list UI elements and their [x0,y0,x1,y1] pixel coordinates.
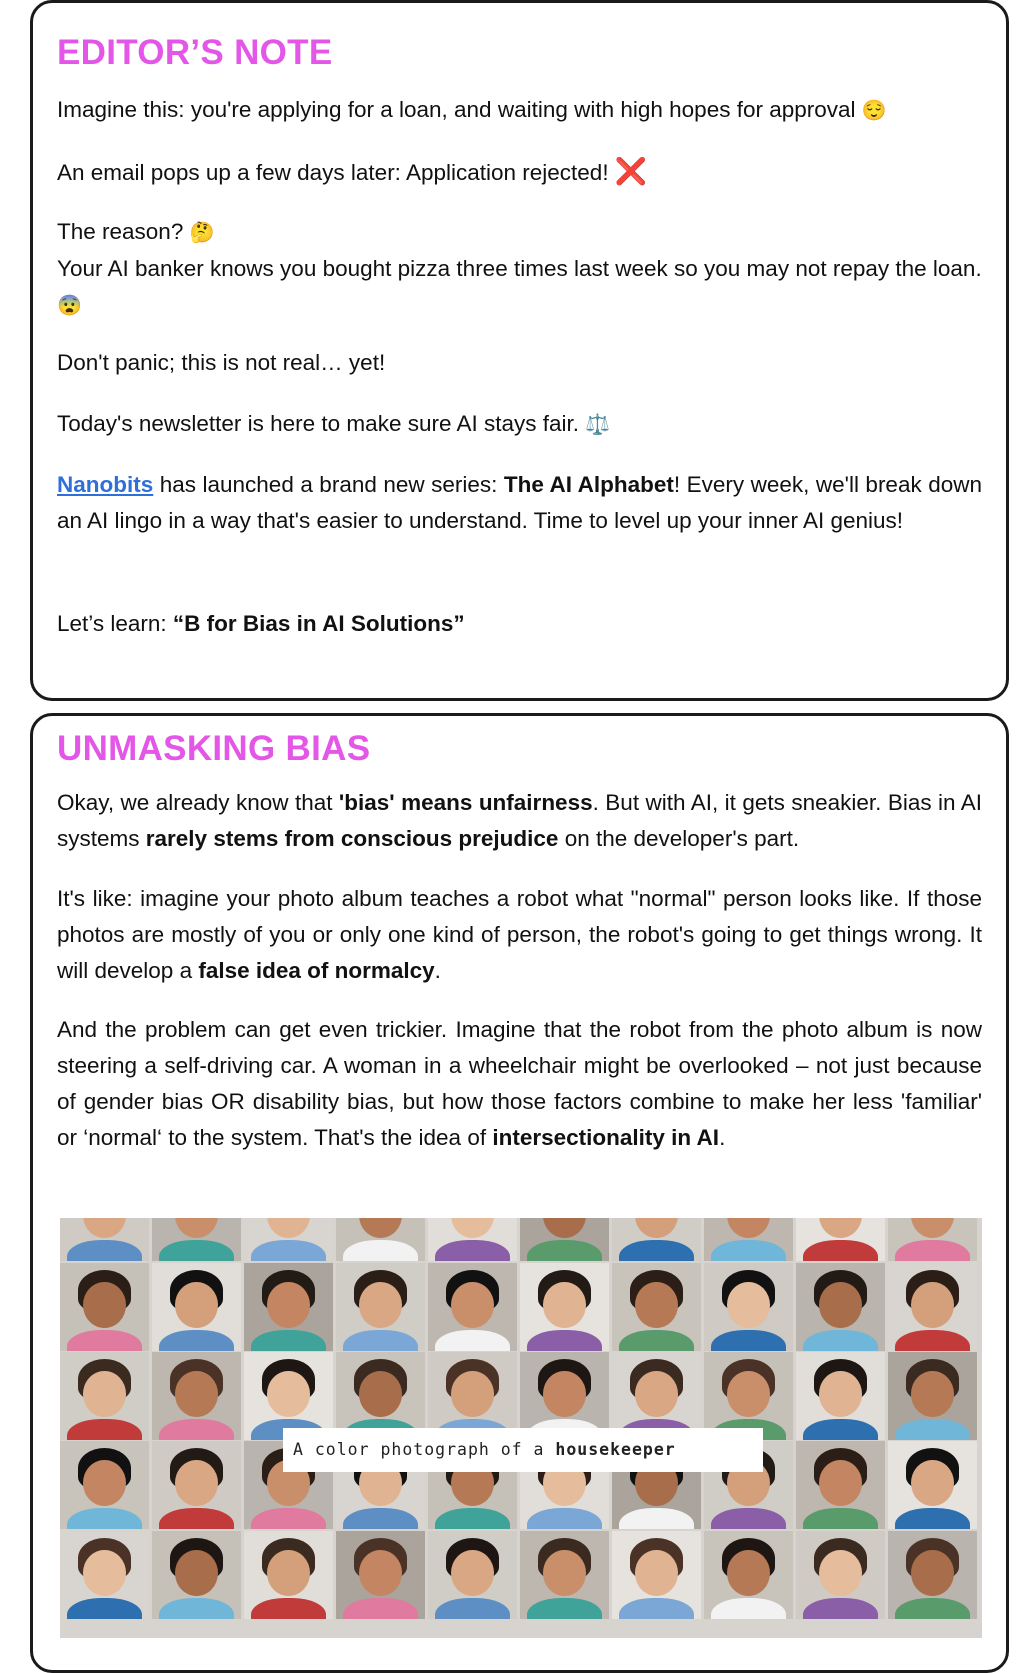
portrait-photo [612,1531,701,1619]
note-p5-text: Today's newsletter is here to make sure AI stays fair. [57,411,580,436]
portrait-photo [152,1218,241,1261]
portrait-photo [888,1352,977,1440]
thinking-face-icon: 🤔 [189,222,215,244]
portrait-photo [60,1218,149,1261]
note-paragraph-4: Don't panic; this is not real… yet! [57,350,386,375]
portrait-photo [520,1352,609,1440]
portrait-photo [796,1218,885,1261]
portrait-photo [60,1352,149,1440]
portrait-photo [888,1441,977,1529]
bias-p3-text-a: And the problem can get even trickier. Imagine that the robot from the photo album is now steering a self-driving car. A woman in a wheelchair might be overlooked – not just because of gender bias OR disability bias, but how those factors combine to make her less 'familiar' or ‘normal‘ to the system. That's the idea of [57,1017,982,1150]
unmasking-bias-title: UNMASKING BIAS [57,729,371,768]
portrait-photo [244,1218,333,1261]
portrait-photo [704,1263,793,1351]
cross-mark-icon: ❌ [614,156,648,186]
portrait-photo [152,1441,241,1529]
portrait-photo [152,1263,241,1351]
portrait-photo [244,1352,333,1440]
portrait-photo [612,1352,701,1440]
portrait-photo [336,1218,425,1261]
bias-p1-bold-2: rarely stems from conscious prejudice [145,826,559,851]
portrait-photo [428,1263,517,1351]
portrait-photo [796,1352,885,1440]
portrait-photo [336,1352,425,1440]
portrait-photo [612,1218,701,1261]
portrait-photo [244,1531,333,1619]
portrait-photo [888,1218,977,1261]
portrait-photo [428,1531,517,1619]
note-p3a-text: The reason? [57,219,184,244]
bias-p1-bold-1: 'bias' means unfairness [338,790,593,815]
note-p6-text-a: has launched a brand new series: [153,472,504,497]
fearful-face-icon: 😨 [57,295,82,317]
portrait-photo [244,1263,333,1351]
bias-p3-text-b: . [719,1125,726,1150]
portrait-photo [152,1352,241,1440]
photo-caption [283,1428,763,1472]
portrait-photo [520,1218,609,1261]
portrait-photo [888,1263,977,1351]
bias-paragraph-3 [57,1012,982,1156]
bias-p3-bold: intersectionality in AI [492,1125,720,1150]
portrait-photo [336,1531,425,1619]
bias-paragraph-2 [57,881,982,989]
nanobits-link[interactable]: Nanobits [57,472,154,497]
note-paragraph-2 [57,153,982,191]
portrait-photo [520,1531,609,1619]
portrait-photo [704,1218,793,1261]
portrait-photo [520,1263,609,1351]
portrait-photo [428,1352,517,1440]
note-p7-text: Let’s learn: [57,611,173,636]
portrait-photo [888,1531,977,1619]
bias-p1-text-c: on the developer's part. [558,826,800,851]
portrait-photo [704,1531,793,1619]
portrait-photo [796,1263,885,1351]
portrait-photo [704,1352,793,1440]
bias-p2-text-a: It's like: imagine your photo album teaches a robot what "normal" person looks like. If those photos are mostly of you or only one kind of person, the robot's going to get things wrong. It will develop a [57,886,982,983]
note-paragraph-1 [57,92,982,129]
note-p6-text-b: ! Every week, we'll break down an AI lingo in a way that's easier to understand. Time to level up your inner AI genius! [57,472,982,533]
portrait-photo [60,1531,149,1619]
bias-p2-bold: false idea of normalcy [198,958,435,983]
caption-bold: housekeeper [555,1440,676,1459]
editors-note-title: EDITOR’S NOTE [57,33,333,72]
portrait-photo [796,1531,885,1619]
bias-p2-text-b: . [434,958,441,983]
note-paragraph-6 [57,467,982,539]
note-p3b-text: Your AI banker knows you bought pizza three times last week so you may not repay the loan. [57,256,982,281]
bias-paragraph-1 [57,785,982,857]
relieved-face-icon: 😌 [861,100,887,122]
caption-text: A color photograph of a [293,1440,556,1459]
note-paragraph-7 [57,606,982,642]
portrait-photo [796,1441,885,1529]
editors-note-card [30,0,1009,701]
bias-p1-text-a: Okay, we already know that [57,790,339,815]
portrait-photo [336,1263,425,1351]
balance-scale-icon: ⚖️ [585,414,611,436]
bias-p1-text-b: . But with AI, it gets sneakier. Bias in AI systems [57,790,983,851]
note-p1-text: Imagine this: you're applying for a loan, and waiting with high hopes for approval [57,97,856,122]
note-paragraph-5 [57,406,982,443]
portrait-photo [152,1531,241,1619]
portrait-photo [60,1441,149,1529]
portrait-photo [428,1218,517,1261]
portrait-photo [60,1263,149,1351]
ai-alphabet-bold: The AI Alphabet [503,472,674,497]
portrait-photo [612,1263,701,1351]
note-p2-text: An email pops up a few days later: Application rejected! [57,160,609,185]
note-paragraph-3 [57,214,982,324]
lesson-title-bold: “B for Bias in AI Solutions” [172,611,465,636]
